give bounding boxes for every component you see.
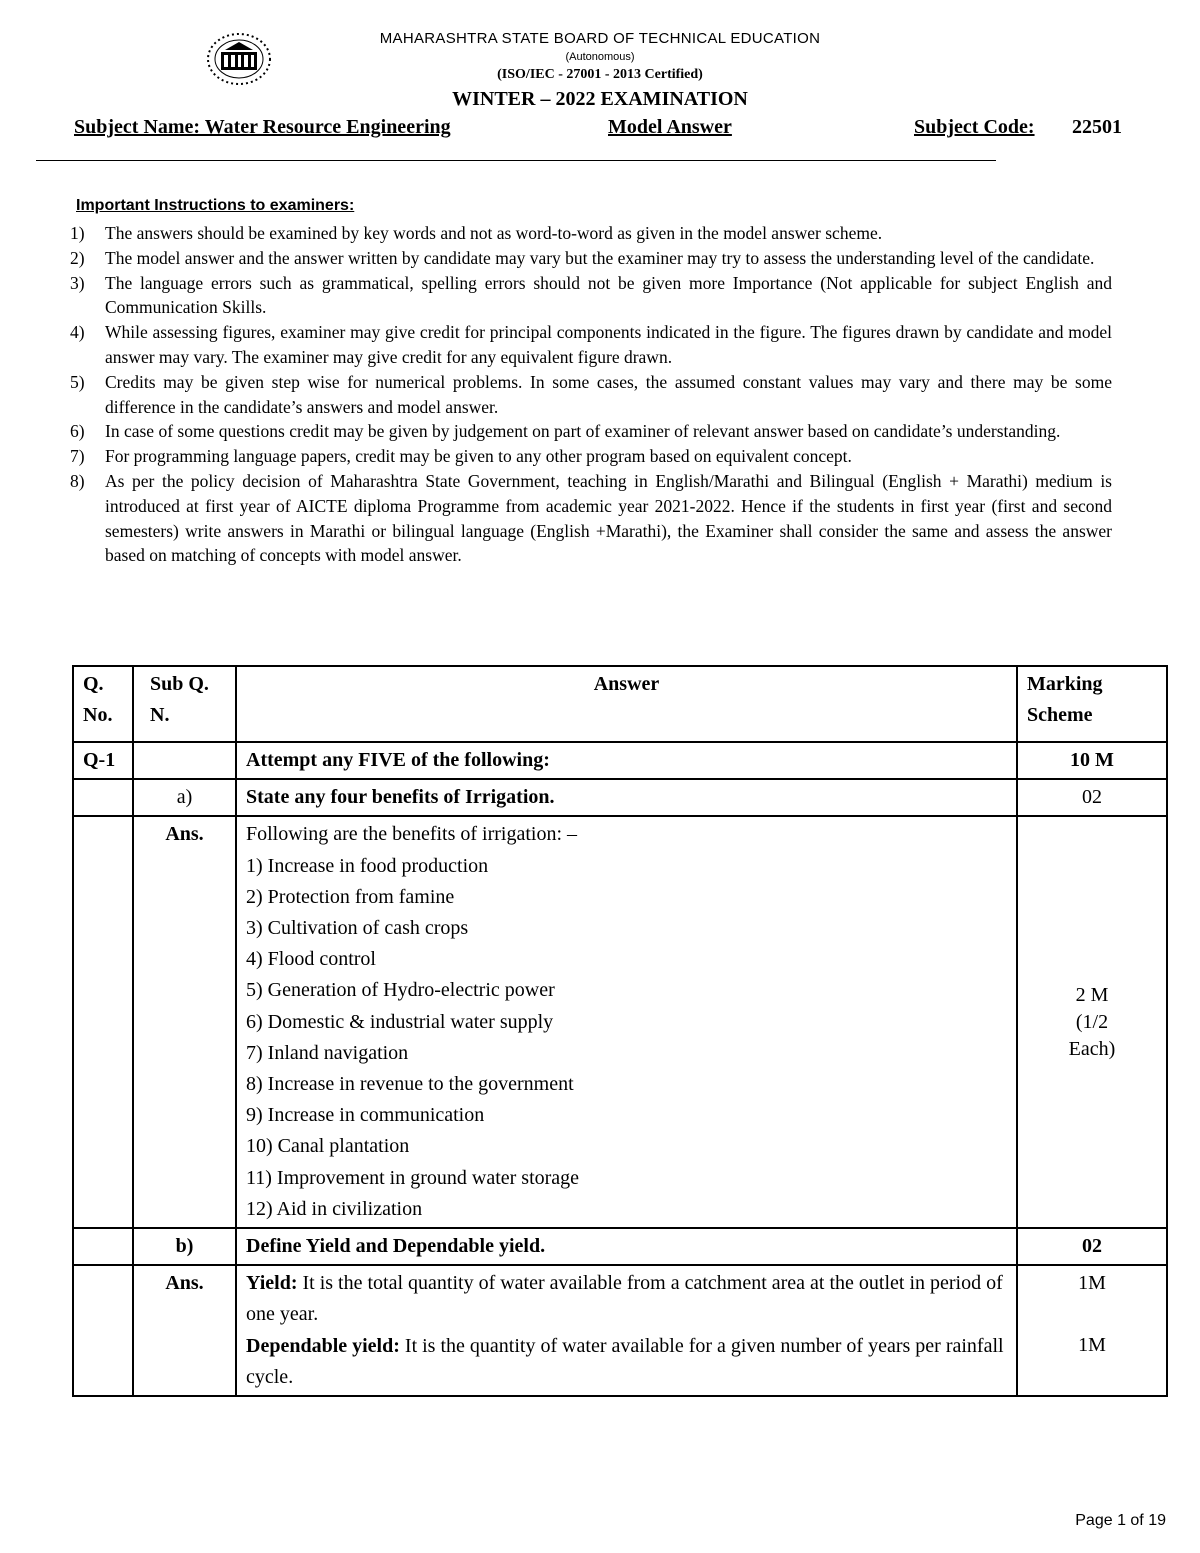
answer-intro: Following are the benefits of irrigation: – bbox=[246, 823, 578, 846]
list-item: 4) Flood control bbox=[246, 948, 376, 971]
answer-a bbox=[236, 816, 1017, 1228]
board-name: MAHARASHTRA STATE BOARD OF TECHNICAL EDUCATION bbox=[379, 30, 821, 47]
table-header-row bbox=[73, 666, 1167, 742]
question-b: Define Yield and Dependable yield. bbox=[236, 1228, 1017, 1265]
table-row bbox=[73, 816, 1167, 1228]
ans-label-b: Ans. bbox=[133, 1265, 236, 1396]
marks-a: 02 bbox=[1017, 779, 1167, 816]
instructions-list bbox=[70, 221, 1112, 568]
model-answer-label: Model Answer bbox=[608, 116, 732, 138]
exam-title: WINTER – 2022 EXAMINATION bbox=[452, 88, 748, 110]
marks-b: 02 bbox=[1017, 1228, 1167, 1265]
table-row bbox=[73, 779, 1167, 816]
q1-instruction: Attempt any FIVE of the following: bbox=[236, 742, 1017, 779]
list-item: 8) Increase in revenue to the government bbox=[246, 1073, 574, 1096]
ans-label-a: Ans. bbox=[133, 816, 236, 1228]
list-item: 10) Canal plantation bbox=[246, 1135, 410, 1158]
instruction-item: 7) For programming language papers, credit may be given to any other program based on equivalent concept. bbox=[70, 446, 852, 467]
col-answer: Answer bbox=[236, 666, 1017, 742]
table-row bbox=[73, 1228, 1167, 1265]
list-item: 2) Protection from famine bbox=[246, 885, 455, 908]
list-item: 11) Improvement in ground water storage bbox=[246, 1166, 580, 1189]
iso-certification: (ISO/IEC - 27001 - 2013 Certified) bbox=[497, 67, 703, 82]
autonomous-label: (Autonomous) bbox=[565, 51, 635, 63]
instruction-item: 1) The answers should be examined by key words and not as word-to-word as given in the model answer scheme. bbox=[70, 223, 883, 243]
table-row bbox=[73, 742, 1167, 779]
model-answer-table bbox=[72, 665, 1168, 1397]
q1-marks: 10 M bbox=[1017, 742, 1167, 779]
subject-code-label: Subject Code: bbox=[914, 116, 1035, 138]
list-item: 1) Increase in food production bbox=[246, 854, 489, 877]
instruction-item: 6) In case of some questions credit may be given by judgement on part of examiner of relevant answer based on candidate’s understanding. bbox=[70, 421, 1061, 442]
scheme-b: 1M 1M bbox=[1017, 1265, 1167, 1396]
subject-row bbox=[74, 116, 1134, 144]
list-item: 7) Inland navigation bbox=[246, 1041, 409, 1064]
dependable-yield-definition: Dependable yield: It is the quantity of water available for a given number of years per rainfall cycle. bbox=[246, 1334, 1004, 1388]
answer-b bbox=[236, 1265, 1017, 1396]
question-a: State any four benefits of Irrigation. bbox=[236, 779, 1017, 816]
instruction-item: 4) While assessing figures, examiner may give credit for principal components indicated in the figure. The figures drawn by candidate and model answer may vary. The examiner may give credit for any equivalent figure drawn. bbox=[70, 322, 1112, 367]
col-qno: Q. No. bbox=[73, 666, 133, 742]
list-item: 9) Increase in communication bbox=[246, 1104, 485, 1127]
subq-b: b) bbox=[133, 1228, 236, 1265]
instruction-item: 8) As per the policy decision of Maharashtra State Government, teaching in English/Marathi and Bilingual (English + Marathi) medium is introduced at first year of AICTE diploma Programme from academic year 2021-2022. Hence if the students in first year (first and second semesters) write answers in Marathi or bilingual language (English +Marathi), the Examiner shall consider the same and assess the answer based on matching of concepts with model answer. bbox=[70, 470, 1112, 566]
subq-a: a) bbox=[133, 779, 236, 816]
page-number: Page 1 of 19 bbox=[1075, 1512, 1166, 1529]
list-item: 12) Aid in civilization bbox=[246, 1197, 423, 1220]
subject-code: 22501 bbox=[1072, 116, 1122, 138]
instructions-title: Important Instructions to examiners: bbox=[76, 197, 355, 214]
q1-number: Q-1 bbox=[73, 742, 133, 779]
instruction-item: 2) The model answer and the answer written by candidate may vary but the examiner may try to assess the understanding level of the candidate. bbox=[70, 247, 1095, 268]
list-item: 6) Domestic & industrial water supply bbox=[246, 1010, 554, 1033]
header-divider bbox=[36, 160, 996, 161]
instruction-item: 5) Credits may be given step wise for numerical problems. In some cases, the assumed constant values may vary and there may be some difference in the candidate’s answers and model answer. bbox=[70, 371, 1112, 417]
col-marking: Marking Scheme bbox=[1017, 666, 1167, 742]
scheme-a: 2 M (1/2 Each) bbox=[1017, 816, 1167, 1228]
table-row bbox=[73, 1265, 1167, 1396]
list-item: 5) Generation of Hydro-electric power bbox=[246, 979, 555, 1002]
instruction-item: 3) The language errors such as grammatical, spelling errors should not be given more Importance (Not applicable for subject English and Communication Skills. bbox=[70, 272, 1112, 318]
list-item: 3) Cultivation of cash crops bbox=[246, 917, 469, 940]
yield-definition: Yield: It is the total quantity of water available from a catchment area at the outlet in period of one year. bbox=[246, 1272, 1003, 1326]
col-subq: Sub Q. N. bbox=[133, 666, 236, 742]
subject-name: Subject Name: Water Resource Engineering bbox=[74, 116, 451, 138]
